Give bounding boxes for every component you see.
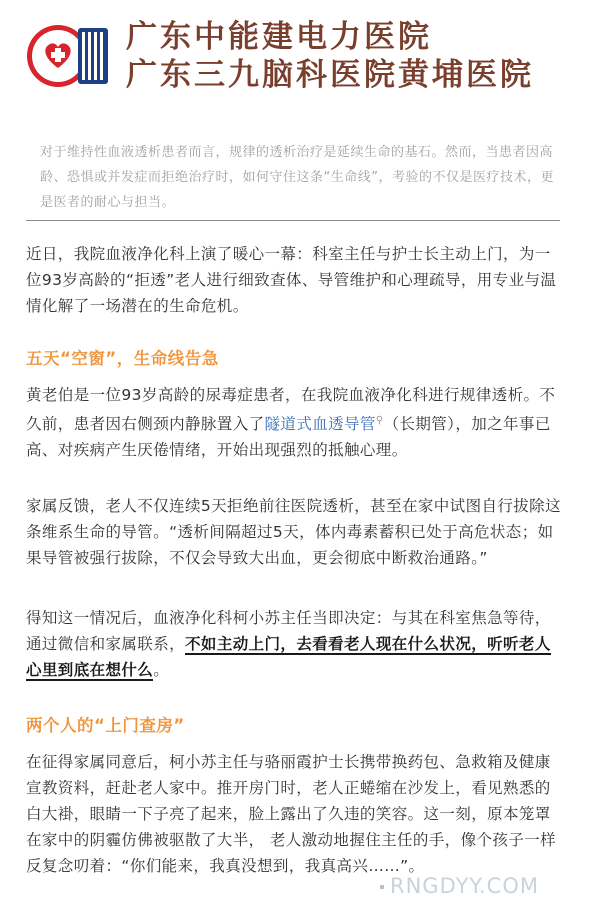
catheter-link[interactable]: 隧道式血透导管 xyxy=(264,415,376,434)
hospital-name-2: 广东三九脑科医院黄埔医院 xyxy=(126,57,534,93)
section-title-2: 两个人的“上门查房” xyxy=(26,716,185,735)
paragraph-4-text-b: 。 xyxy=(153,661,170,679)
paragraph-2-text-b: （长期管），加之年事已高、对疾病产生厌倦情绪，开始出现强烈的抵触心理。 xyxy=(26,415,551,460)
watermark-text: RNGDYY.COM xyxy=(390,874,539,898)
paragraph-4 xyxy=(26,605,562,683)
divider xyxy=(26,220,560,221)
paragraph-2-text-a: 黄老伯是一位93岁高龄的尿毒症患者，在我院血液净化科进行规律透析。不久前，患者因右侧颈内静脉置入了 xyxy=(26,386,556,434)
paragraph-5: 在征得家属同意后，柯小苏主任与骆丽霞护士长携带换药包、急救箱及健康宣教资料，赶赴老人家中。推开房门时，老人正蜷缩在沙发上，看见熟悉的白大褂，眼睛一下子亮了起来，脸上露出了久违的笑容。这一刻，原本笼罩在家中的阴霾仿佛被驱散了大半， 老人激动地握住主任的手，像个孩子一样反复念叨着：“你们能来，我真没想到，我真高兴……”。 xyxy=(26,753,557,875)
section-title-1: 五天“空窗”，生命线告急 xyxy=(26,349,219,368)
watermark xyxy=(380,874,539,898)
paragraph-2 xyxy=(26,382,562,463)
paragraph-1: 近日，我院血液净化科上演了暖心一幕：科室主任与护士长主动上门，为一位93岁高龄的“拒透”老人进行细致查体、导管维护和心理疏导，用专业与温情化解了一场潜在的生命危机。 xyxy=(26,245,557,315)
emphasized-sentence: 不如主动上门，去看看老人现在什么状况，听听老人心里到底在想什么 xyxy=(26,635,551,679)
paragraph-4-text-a: 得知这一情况后，血液净化科柯小苏主任当即决定：与其在科室焦急等待，通过微信和家属联系， xyxy=(26,609,551,653)
article-intro: 对于维持性血液透析患者而言，规律的透析治疗是延续生命的基石。然而，当患者因高龄、恐惧或并发症而拒绝治疗时，如何守住这条“生命线”，考验的不仅是医疗技术，更是医者的耐心与担当。 xyxy=(40,145,554,210)
paragraph-3: 家属反馈，老人不仅连续5天拒绝前往医院透析，甚至在家中试图自行拔除这条维系生命的导管。“透析间隔超过5天，体内毒素蓄积已处于高危状态；如果导管被强行拔除，不仅会导致大出血，更会彻底中断救治通路。” xyxy=(26,497,561,567)
hospital-heart-cross-logo-icon xyxy=(26,20,112,92)
search-icon[interactable]: ⚲ xyxy=(375,415,384,426)
page-header xyxy=(26,14,576,104)
hospital-name-1: 广东中能建电力医院 xyxy=(126,19,432,55)
hospital-names xyxy=(126,18,534,94)
watermark-dot xyxy=(380,885,384,889)
